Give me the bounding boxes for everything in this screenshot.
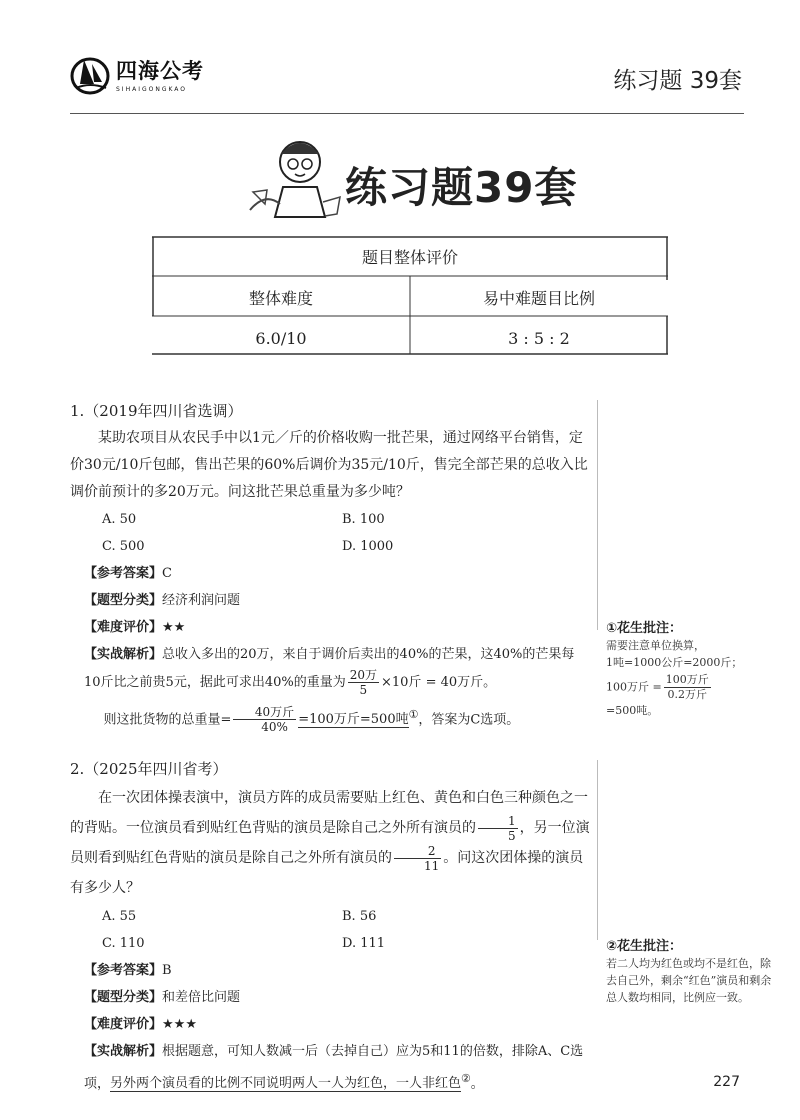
difficulty-value: 6.0/10 — [255, 329, 307, 348]
type-label: 【题型分类】 — [84, 990, 163, 1005]
difficulty-row — [70, 614, 590, 641]
page-number: 227 — [713, 1074, 740, 1090]
fraction — [664, 673, 711, 702]
analysis-text-5: ，答案为C选项。 — [418, 712, 520, 728]
fraction-denominator: 11 — [424, 858, 440, 873]
fraction-denominator: 5 — [508, 828, 516, 843]
type-value: 经济利润问题 — [162, 593, 241, 608]
difficulty-label: 【难度评价】 — [84, 1017, 163, 1032]
option-a: A. 55 — [102, 909, 137, 924]
evaluation-caption: 题目整体评价 — [361, 248, 458, 267]
mascot-illustration-icon — [245, 132, 345, 222]
answer-row — [70, 560, 590, 587]
analysis-text-2: 。 — [470, 1076, 484, 1092]
fraction — [233, 705, 296, 734]
question-2-heading: 2.（2025年四川省考） — [70, 760, 228, 778]
difficulty-stars: ★★★ — [162, 1017, 197, 1032]
fraction — [394, 844, 441, 873]
stem-text-1: 在一次团体操表演中，演员方阵的成员需要贴上红色、黄色和白色三种颜色之一的背贴。一位演员看到贴红色背贴的演员是除自己之外所有演员的 — [70, 790, 588, 836]
analysis-text-1: 总收入多出的20万，来自于调价后卖出的40%的芒果，这40%的芒果每10斤比之前贵5元，据此可求出40%的重量为 — [84, 647, 575, 690]
analysis-label: 【实战解析】 — [84, 647, 163, 662]
note-line: 需要注意单位换算， — [606, 639, 705, 652]
analysis — [70, 641, 590, 697]
sail-logo-icon — [70, 52, 110, 96]
page-title: 练习题39套 — [345, 163, 578, 212]
answer-value: B — [162, 963, 172, 978]
question-1-options — [70, 506, 590, 560]
margin-note-2 — [606, 938, 778, 1006]
fraction-denominator: 0.2万斤 — [667, 688, 707, 701]
note-formula-prefix: 100万斤 = — [606, 680, 662, 694]
fraction-numerator: 20万 — [349, 668, 377, 682]
option-c: C. 110 — [102, 936, 145, 951]
note-title: ①花生批注： — [606, 621, 683, 636]
margin-divider — [597, 400, 598, 630]
fraction-numerator: 40万斤 — [233, 705, 296, 720]
fraction-numerator: 1 — [478, 814, 518, 829]
answer-value: C — [162, 566, 172, 581]
note-formula — [606, 673, 778, 702]
question-2-stem — [70, 783, 590, 903]
question-1-heading: 1.（2019年四川省选调） — [70, 402, 243, 420]
difficulty-label: 【难度评价】 — [84, 620, 163, 635]
analysis-text-2: ×10斤 = 40万斤。 — [381, 675, 497, 690]
analysis-text-1: 根据题意，可知人数减一后（去掉自己）应为5和11的倍数，排除A、C选项， — [84, 1044, 584, 1092]
logo-name: 四海公考 — [116, 59, 204, 83]
fraction-numerator: 100万斤 — [665, 673, 709, 686]
answer-row — [70, 957, 590, 984]
stem-text-2: ，另一位演员则看到贴红色背贴的演员是除自己之外所有演员的 — [70, 820, 590, 866]
fraction-numerator: 2 — [394, 844, 441, 859]
fraction-denominator: 5 — [359, 683, 368, 697]
note-title: ②花生批注： — [606, 939, 683, 954]
stem-text-3: 。问这次团体操的演员有多少人？ — [70, 850, 584, 896]
option-d: D. 111 — [342, 936, 386, 951]
note-ref-2: ② — [461, 1072, 471, 1085]
ratio-value: 3 : 5 : 2 — [508, 329, 570, 348]
note-line: =500吨。 — [606, 704, 659, 717]
logo-subtitle: SIHAIGONGKAO — [116, 86, 188, 93]
margin-divider — [597, 760, 598, 940]
fraction-denominator: 40% — [261, 720, 288, 735]
header-divider — [70, 113, 744, 114]
analysis — [70, 1038, 590, 1097]
note-line: 1吨=1000公斤=2000斤； — [606, 656, 743, 669]
analysis-underlined: 另外两个演员看的比例不同说明两人一人为红色，一人非红色 — [110, 1076, 462, 1092]
question-1 — [70, 398, 590, 734]
ratio-label: 易中难题目比例 — [482, 289, 595, 308]
fraction — [478, 814, 518, 843]
fraction — [348, 668, 379, 697]
type-value: 和差倍比问题 — [162, 990, 241, 1005]
option-b: B. 56 — [342, 909, 377, 924]
question-2 — [70, 756, 590, 1097]
analysis-text-4: =100万斤=500吨 — [298, 712, 409, 728]
evaluation-table-frame — [152, 236, 668, 356]
logo — [70, 52, 204, 96]
analysis-label: 【实战解析】 — [84, 1044, 163, 1059]
question-2-options — [70, 903, 590, 957]
answer-label: 【参考答案】 — [84, 566, 163, 581]
difficulty-label: 整体难度 — [248, 289, 313, 308]
type-label: 【题型分类】 — [84, 593, 163, 608]
option-a: A. 50 — [102, 512, 137, 527]
analysis-text-3: 则这批货物的总重量= — [103, 712, 232, 728]
header-set-title: 练习题 39套 — [613, 68, 742, 94]
margin-note-1 — [606, 620, 778, 719]
type-row — [70, 984, 590, 1011]
option-d: D. 1000 — [342, 539, 394, 554]
answer-label: 【参考答案】 — [84, 963, 163, 978]
analysis-conclusion — [70, 701, 590, 734]
note-ref-1: ① — [408, 708, 419, 721]
difficulty-stars: ★★ — [162, 620, 186, 635]
option-c: C. 500 — [102, 539, 145, 554]
note-text: 若二人均为红色或均不是红色，除去自己外，剩余“红色”演员和剩余总人数均相同，比例应一致。 — [606, 957, 772, 1004]
evaluation-table — [152, 236, 668, 359]
question-1-stem: 某助农项目从农民手中以1元／斤的价格收购一批芒果，通过网络平台销售，定价30元/10斤包邮，售出芒果的60%后调价为35元/10斤，售完全部芒果的总收入比调价前预计的多20万元。问这批芒果总重量为多少吨？ — [70, 430, 588, 500]
option-b: B. 100 — [342, 512, 385, 527]
difficulty-row — [70, 1011, 590, 1038]
type-row — [70, 587, 590, 614]
